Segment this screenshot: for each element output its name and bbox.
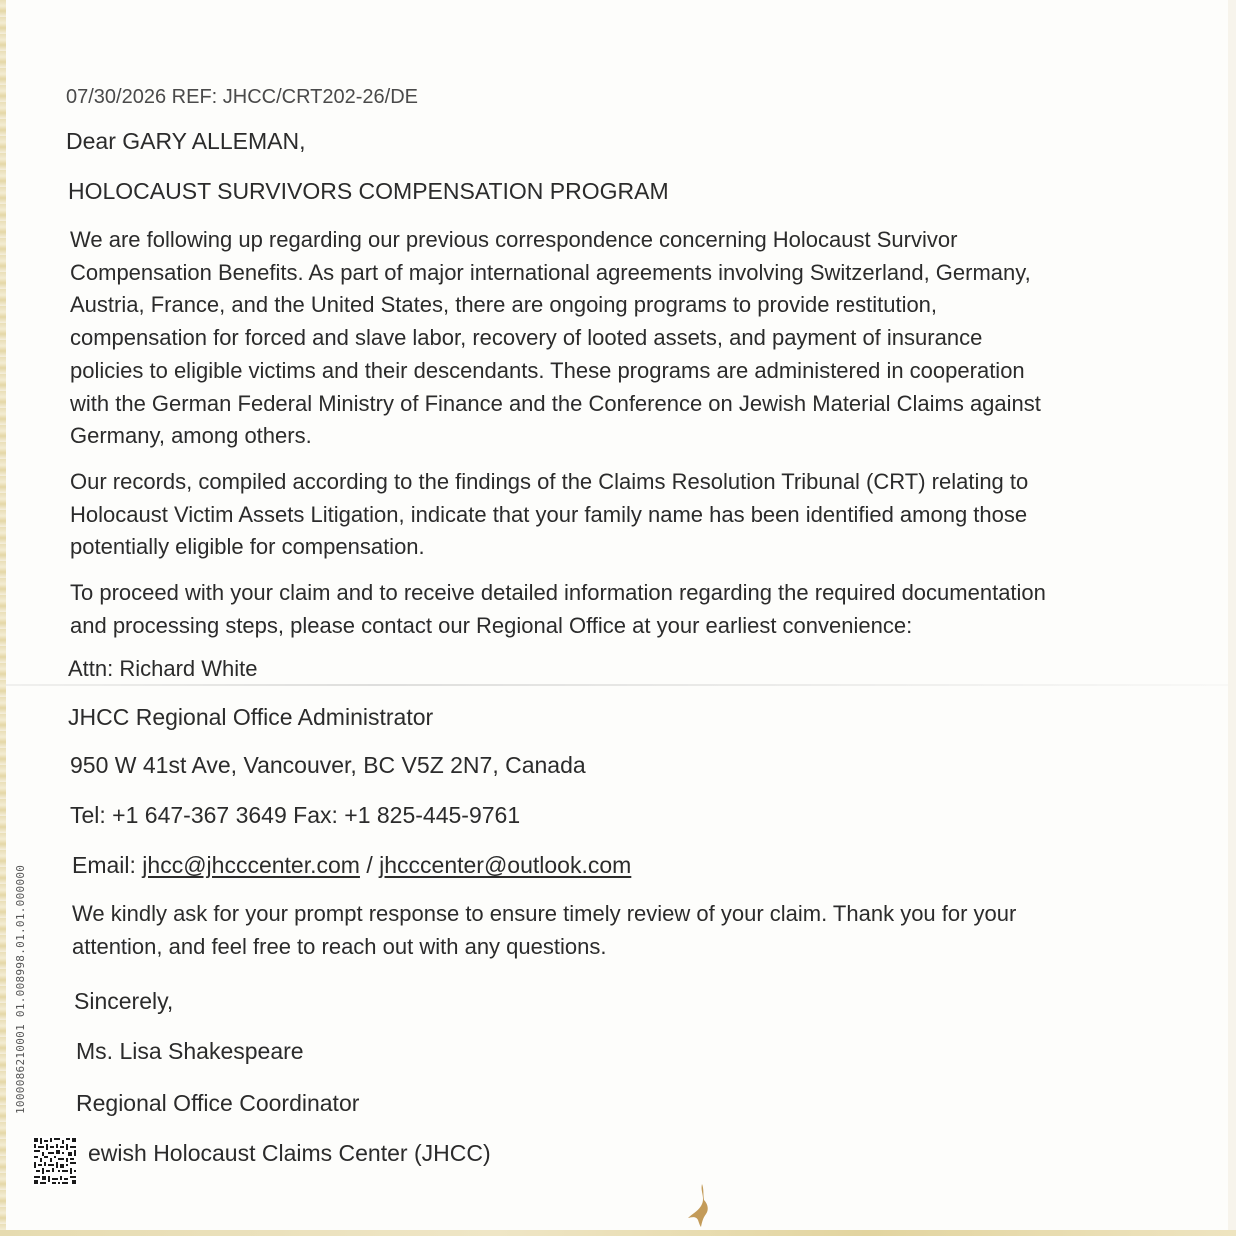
paragraph-line: with the German Federal Ministry of Finance and the Conference on Jewish Material Claims against (70, 390, 1041, 416)
paragraph-contact-request (70, 577, 1170, 642)
signer-name: Ms. Lisa Shakespeare (76, 1038, 304, 1064)
salutation: Dear GARY ALLEMAN, (66, 128, 306, 154)
paragraph-line: potentially eligible for compensation. (70, 534, 425, 560)
paragraph-records (70, 466, 1170, 564)
paragraph-line: Compensation Benefits. As part of major international agreements involving Switzerland, Germany, (70, 259, 1031, 285)
reference-line: 07/30/2026 REF: JHCC/CRT202-26/DE (66, 86, 419, 108)
barcode-icon (32, 1136, 78, 1186)
closing: Sincerely, (74, 988, 174, 1014)
phone-fax-line: Tel: +1 647-367 3649 Fax: +1 825-445-9761 (70, 802, 521, 828)
signer-title: Regional Office Coordinator (76, 1090, 360, 1116)
paragraph-line: policies to eligible victims and their descendants. These programs are administered in cooperation (70, 357, 1025, 383)
paragraph-line: We are following up regarding our previous correspondence concerning Holocaust Survivor (70, 227, 958, 252)
office-address: 950 W 41st Ave, Vancouver, BC V5Z 2N7, Canada (70, 752, 586, 778)
print-tracking-code: 1000086210001 01.008998.01.01.000000 (14, 864, 27, 1114)
paragraph-line: Our records, compiled according to the findings of the Claims Resolution Tribunal (CRT) relating to (70, 469, 1029, 494)
paragraph-line: To proceed with your claim and to receive detailed information regarding the required documentation (70, 580, 1046, 605)
paper-clip-mark-icon (684, 1182, 714, 1228)
paragraph-line: We kindly ask for your prompt response to ensure timely review of your claim. Thank you for your (72, 901, 1017, 926)
paragraph-line: Germany, among others. (70, 423, 312, 449)
paragraph-line: compensation for forced and slave labor, recovery of looted assets, and payment of insurance (70, 325, 983, 351)
paragraph-line: attention, and feel free to reach out with any questions. (72, 933, 607, 959)
email-label: Email: (72, 852, 143, 878)
paragraph-line: Austria, France, and the United States, there are ongoing programs to provide restitution, (70, 292, 938, 318)
paper-fold-line (6, 684, 1228, 686)
email-link-secondary[interactable]: jhcccenter@outlook.com (379, 852, 632, 878)
email-separator: / (359, 852, 380, 878)
paragraph-line: and processing steps, please contact our Regional Office at your earliest convenience: (70, 612, 913, 638)
paragraph-intro (70, 224, 1170, 453)
attention-line: Attn: Richard White (68, 656, 258, 681)
paper-edge-bottom (0, 1230, 1236, 1236)
organization-name: ewish Holocaust Claims Center (JHCC) (88, 1140, 491, 1166)
paragraph-line: Holocaust Victim Assets Litigation, indicate that your family name has been identified among those (70, 501, 1028, 527)
email-link-primary[interactable]: jhcc@jhcccenter.com (142, 852, 360, 878)
office-administrator: JHCC Regional Office Administrator (68, 704, 434, 730)
program-title: HOLOCAUST SURVIVORS COMPENSATION PROGRAM (68, 178, 669, 204)
email-line (72, 852, 631, 878)
paragraph-closing-request (72, 898, 1172, 963)
